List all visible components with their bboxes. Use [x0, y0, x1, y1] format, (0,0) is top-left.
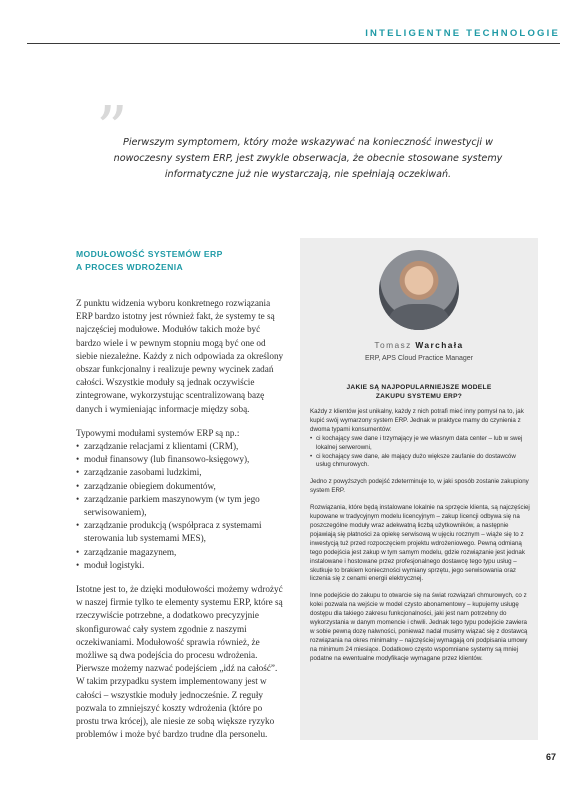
list-item: • zarządzanie zasobami ludzkimi, [76, 466, 286, 479]
quote-mark-icon: ” [96, 92, 128, 165]
section-title-line-1: MODUŁOWOŚĆ SYSTEMÓW ERP [76, 249, 223, 259]
sidebar-paragraph: Rozwiązania, które będą instalowane lokalnie na sprzęcie klienta, są najczęściej kupowane w tradycyjnym modelu licencyjnym – zakup licencji odbywa się na poszczególne moduły wraz adekwatną liczbą użytkowników, a następnie pojawiają się płatności za opiekę serwisową w ujęciu rocznym – wiąże się to z inwestycją tuż przed rozpoczęciem projektu wdrożeniowego. Pewną odmianą tego podejścia jest zakup w tym samym modelu, gdzie rozwiązanie jest jednak instalowane i hostowane przez profesjonalnego dostawcę tego typu usług – skutkuje to brakiem konieczności wymiany sprzętu, jego serwisowania oraz liczenia się z cenami energii elektrycznej. [310, 504, 530, 583]
pull-quote: Pierwszym symptomem, który może wskazywać na konieczność inwestycji w nowoczesny system ERP, jest zwykle obserwacja, że obecnie stosowane systemy informatyczne już nie wystarczają, nie spełniają oczekiwań. [113, 137, 503, 180]
sidebar-paragraph: Jedno z powyższych podejść zdeterminuje to, w jaki sposób zostanie zakupiony system ERP. [310, 478, 529, 495]
sidebar-title [300, 383, 538, 401]
article-column [76, 248, 286, 753]
author-first-name: Tomasz [374, 340, 412, 350]
list-item: • ci kochający swe dane, ale mający dużo większe zaufanie do dostawców usług chmurowych. [310, 453, 530, 471]
expert-sidebar [300, 238, 538, 740]
article-paragraph: Z punktu widzenia wyboru konkretnego rozwiązania ERP bardzo istotny jest również fakt, że systemy te są najczęściej modułowe. Modułów takich może być bardzo wiele i w pewnym stopniu mogą być one od siebie niezależne. Każdy z nich odpowiada za określony obszar funkcjonalny i realizuje pewny wycinek zadań całości. Wszystkie moduły są jednak oczywiście zintegrowane, wykorzystując scentralizowaną bazę danych i wymieniając informacje między sobą. [76, 298, 284, 414]
list-item: • moduł logistyki. [76, 559, 286, 572]
list-item: • ci kochający swe dane i trzymający je we własnym data center – lub w swej lokalnej serwerowni, [310, 435, 530, 453]
author-role: ERP, APS Cloud Practice Manager [364, 355, 474, 362]
article-paragraph: Istotne jest to, że dzięki modułowości możemy wdrożyć w naszej firmie tylko te elementy systemu ERP, które są rzeczywiście potrzebne, a dodatkowo precyzyjnie skonfigurować cały system zgodnie z naszymi oczekiwaniami. Modułowość sprawia również, że możliwe są dwa podejścia do procesu wdrożenia. Pierwsze możemy nazwać podejściem „idź na całość”. W takim przypadku system implementowany jest w całości – wszystkie moduły jednocześnie. Z reguły pozwala to zmniejszyć koszty wdrożenia (które po prostu trwa krócej), ale niesie ze sobą większe ryzyko problemów i może być bardzo trudne dla personelu. [76, 584, 283, 740]
section-header-label: INTELIGENTNE TECHNOLOGIE [365, 28, 560, 39]
list-item: • zarządzanie relacjami z klientami (CRM), [76, 440, 286, 453]
section-title-line-2: A PROCES WDROŻENIA [76, 262, 184, 272]
author-photo [379, 250, 459, 330]
author-name [300, 340, 538, 350]
sidebar-paragraph: Każdy z klientów jest unikalny, każdy z nich potrafi mieć inny pomysł na to, jak kupić swój wymarzony system ERP. Jednak w praktyce mamy do czynienia z dwoma typami konsumentów: [310, 408, 524, 433]
sidebar-body [310, 408, 530, 672]
page-number: 67 [545, 752, 556, 762]
list-item: • zarządzanie parkiem maszynowym (w tym jego serwisowaniem), [76, 493, 286, 519]
list-item: • zarządzanie magazynem, [76, 546, 286, 559]
modules-list [76, 440, 286, 572]
sidebar-title-line-1: JAKIE SĄ NAJPOPULARNIEJSZE MODELE [346, 384, 492, 391]
list-item: • moduł finansowy (lub finansowo-księgowy), [76, 453, 286, 466]
sidebar-list [310, 435, 530, 471]
list-item: • zarządzanie produkcją (współpraca z systemami sterowania lub systemami MES), [76, 519, 286, 545]
author-photo-shirt [389, 304, 449, 330]
sidebar-paragraph: Inne podejście do zakupu to otwarcie się na świat rozwiązań chmurowych, co z kolei pozwala na wejście w model czysto abonamentowy – kupujemy usługę dostępu dla takiego zakresu funkcjonalności, jaki jest nam potrzebny do wykorzystania w danym momencie i chwili. Jednak tego typu podejście zawiera w sobie pewną dozę nalwności, ponieważ nadal musimy wiązać się z dostawcą rozwiązania na okres minimalny – najczęściej wymagają oni podpisania umowy na minimum 24 miesiące. Dodatkowo często wspomniane systemy są mniej podatne na ewentualne modyfikacje wymagane przez klientów. [310, 592, 528, 662]
list-item: • zarządzanie obiegiem dokumentów, [76, 480, 286, 493]
author-last-name: Warchała [415, 340, 464, 350]
section-title [76, 248, 286, 274]
article-paragraph: Typowymi modułami systemów ERP są np.: [76, 427, 240, 438]
sidebar-title-line-2: ZAKUPU SYSTEMU ERP? [375, 393, 463, 400]
header-rule [27, 43, 560, 44]
